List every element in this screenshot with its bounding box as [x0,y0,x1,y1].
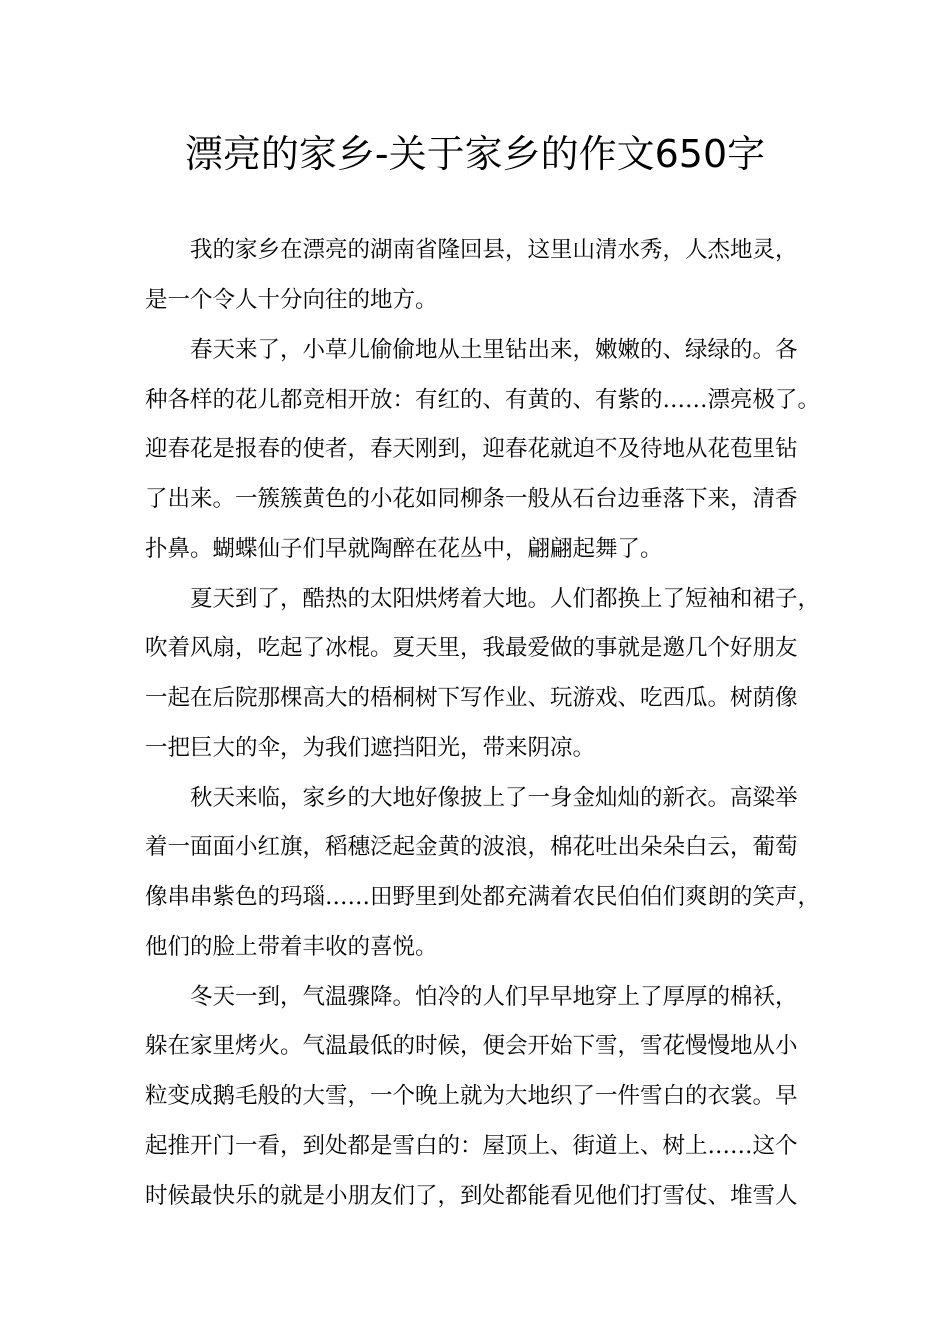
text-line: 一把巨大的伞，为我们遮挡阳光，带来阴凉。 [145,735,596,761]
text-line: 一起在后院那棵高大的梧桐树下写作业、玩游戏、吃西瓜。树荫像 [145,685,798,711]
text-line: 了出来。一簇簇黄色的小花如同柳条一般从石台边垂落下来，清香 [145,486,798,512]
text-line: 种各样的花儿都竞相开放：有红的、有黄的、有紫的……漂亮极了。 [145,387,821,413]
text-line: 夏天到了，酷热的太阳烘烤着大地。人们都换上了短袖和裙子， [190,586,821,612]
text-line: 我的家乡在漂亮的湖南省隆回县，这里山清水秀，人杰地灵， [190,237,798,263]
text-line: 秋天来临，家乡的大地好像披上了一身金灿灿的新衣。高粱举 [190,785,798,811]
text-line: 春天来了，小草儿偷偷地从土里钻出来，嫩嫩的、绿绿的。各 [190,337,798,363]
text-line: 起推开门一看，到处都是雪白的：屋顶上、街道上、树上……这个 [145,1133,798,1159]
text-line: 粒变成鹅毛般的大雪，一个晚上就为大地织了一件雪白的衣裳。早 [145,1083,798,1109]
text-line: 冬天一到，气温骤降。怕冷的人们早早地穿上了厚厚的棉袄， [190,984,798,1010]
text-line: 扑鼻。蝴蝶仙子们早就陶醉在花丛中，翩翩起舞了。 [145,536,663,562]
text-line: 迎春花是报春的使者，春天刚到，迎春花就迫不及待地从花苞里钻 [145,436,798,462]
text-line: 时候最快乐的就是小朋友们了，到处都能看见他们打雪仗、堆雪人 [145,1183,798,1209]
text-line: 是一个令人十分向往的地方。 [145,287,438,313]
document-title: 漂亮的家乡-关于家乡的作文650字 [184,132,766,176]
text-line: 他们的脸上带着丰收的喜悦。 [145,934,438,960]
text-line: 吹着风扇，吃起了冰棍。夏天里，我最爱做的事就是邀几个好朋友 [145,635,798,661]
text-line: 像串串紫色的玛瑙……田野里到处都充满着农民伯伯们爽朗的笑声， [145,884,821,910]
text-line: 着一面面小红旗，稻穗泛起金黄的波浪，棉花吐出朵朵白云，葡萄 [145,834,798,860]
text-line: 躲在家里烤火。气温最低的时候，便会开始下雪，雪花慢慢地从小 [145,1033,798,1059]
